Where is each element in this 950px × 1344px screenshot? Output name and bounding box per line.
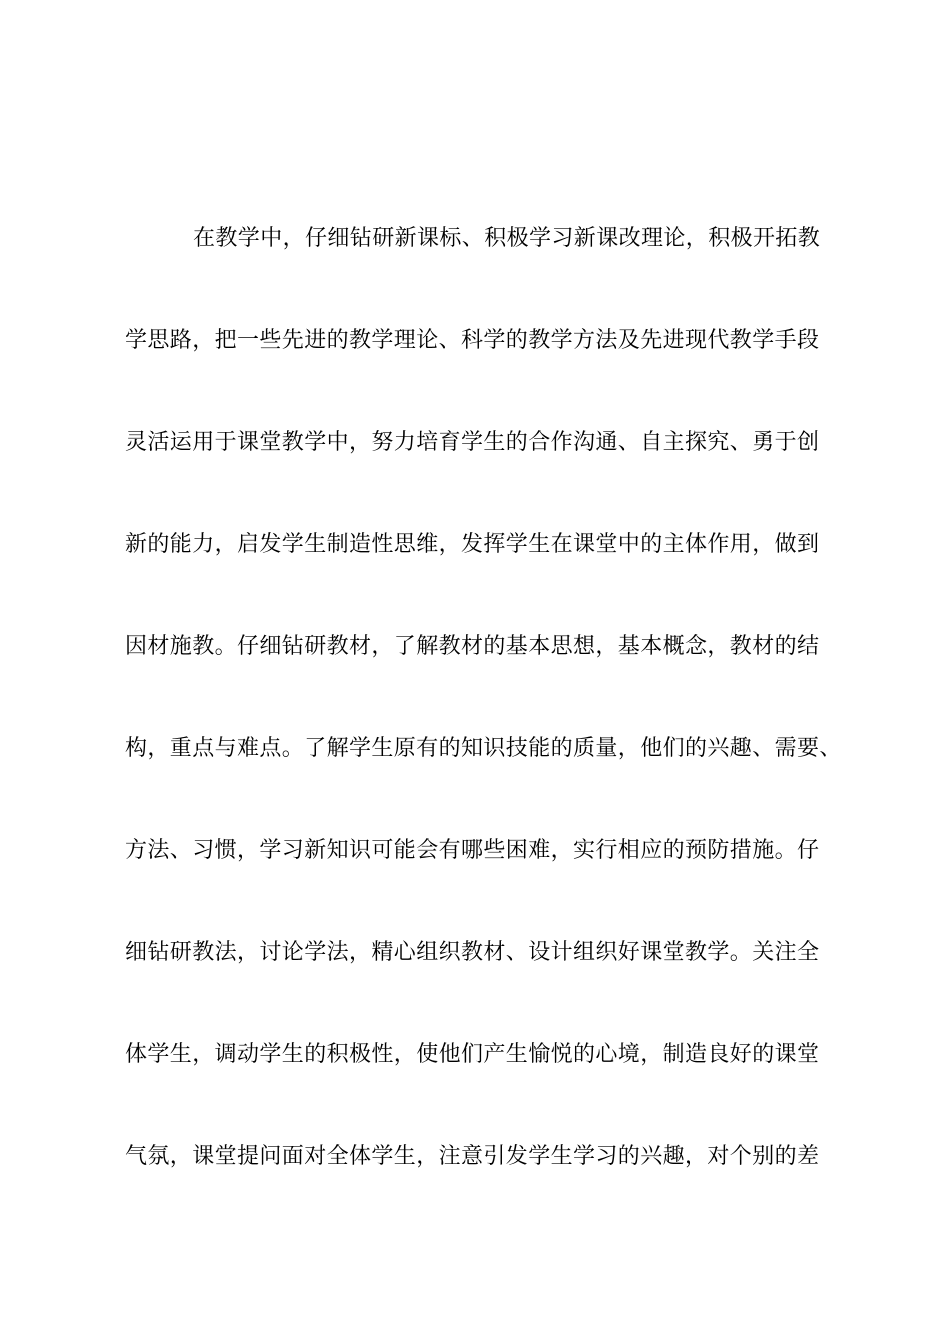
paragraph-line-6: 构，重点与难点。了解学生原有的知识技能的质量，他们的兴趣、需要、 (125, 736, 842, 761)
paragraph-line-10: 气氛，课堂提问面对全体学生，注意引发学生学习的兴趣，对个别的差 (125, 1144, 820, 1169)
paragraph-line-5: 因材施教。仔细钻研教材，了解教材的基本思想，基本概念，教材的结 (125, 634, 820, 659)
body-paragraph (125, 222, 842, 1242)
paragraph-line-1: 在教学中，仔细钻研新课标、积极学习新课改理论，积极开拓教 (193, 226, 821, 251)
paragraph-line-3: 灵活运用于课堂教学中，努力培育学生的合作沟通、自主探究、勇于创 (125, 430, 820, 455)
paragraph-line-7: 方法、习惯，学习新知识可能会有哪些困难，实行相应的预防措施。仔 (125, 838, 820, 863)
paragraph-line-8: 细钻研教法，讨论学法，精心组织教材、设计组织好课堂教学。关注全 (125, 940, 820, 965)
paragraph-line-2: 学思路，把一些先进的教学理论、科学的教学方法及先进现代教学手段 (125, 328, 820, 353)
paragraph-line-4: 新的能力，启发学生制造性思维，发挥学生在课堂中的主体作用，做到 (125, 532, 820, 557)
paragraph-line-9: 体学生，调动学生的积极性，使他们产生愉悦的心境，制造良好的课堂 (125, 1042, 820, 1067)
